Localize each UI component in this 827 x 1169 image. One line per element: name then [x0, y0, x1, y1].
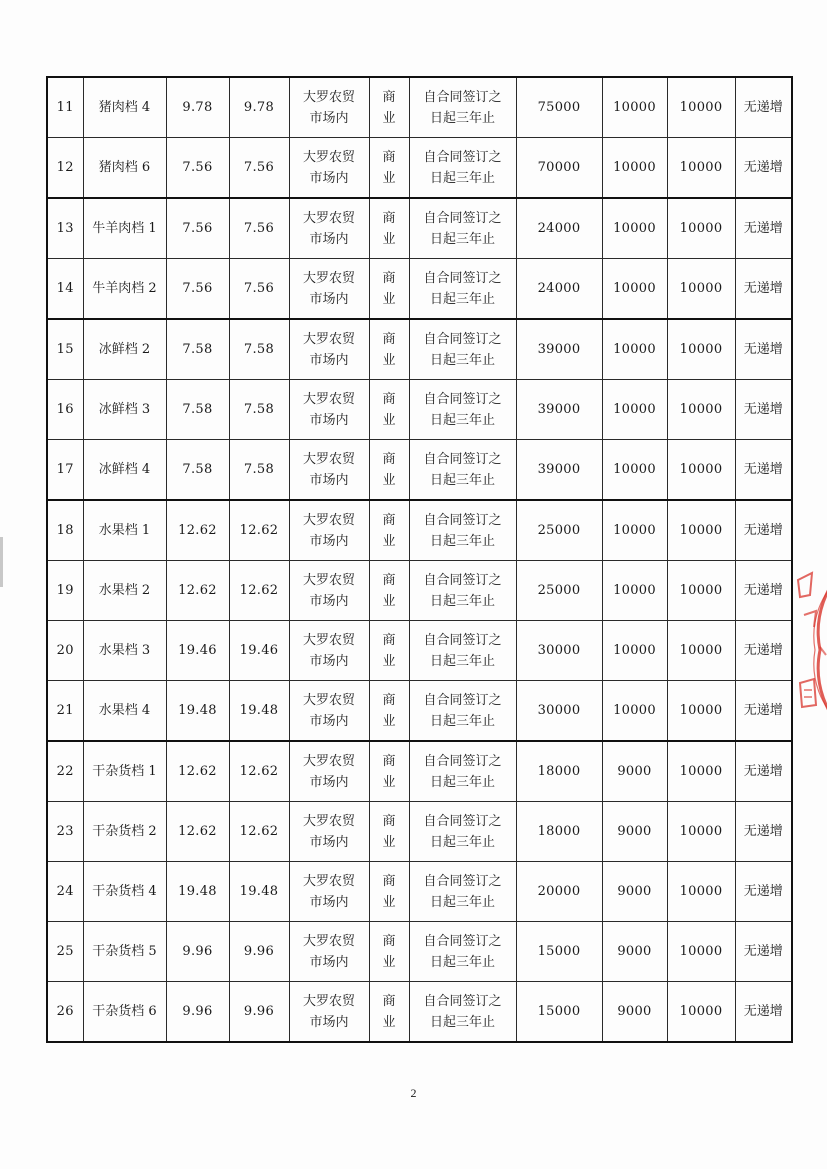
table-row: [47, 922, 792, 982]
lease-term-cell: 自合同签订之 日起三年止: [409, 862, 516, 922]
amount-cell: 10000: [667, 500, 735, 561]
deposit-cell: 9000: [602, 741, 667, 802]
area-cell: 7.56: [166, 259, 229, 320]
area-cell: 7.58: [166, 380, 229, 440]
area-cell: 7.56: [166, 198, 229, 259]
location-cell: 大罗农贸 市场内: [289, 440, 369, 501]
deposit-cell: 10000: [602, 440, 667, 501]
deposit-cell: 10000: [602, 77, 667, 138]
usage-cell: 商 业: [369, 922, 409, 982]
location-cell: 大罗农贸 市场内: [289, 77, 369, 138]
lease-term-cell: 自合同签订之 日起三年止: [409, 922, 516, 982]
deposit-cell: 10000: [602, 380, 667, 440]
deposit-cell: 10000: [602, 198, 667, 259]
stall-name-cell: 干杂货档 4: [83, 862, 166, 922]
increase-cell: 无递增: [735, 500, 792, 561]
amount-cell: 10000: [667, 77, 735, 138]
stall-name-cell: 猪肉档 4: [83, 77, 166, 138]
row-number-cell: 21: [47, 681, 83, 742]
scan-edge-mark: [0, 537, 3, 587]
stall-name-cell: 冰鲜档 3: [83, 380, 166, 440]
deposit-cell: 10000: [602, 561, 667, 621]
area-cell: 19.46: [166, 621, 229, 681]
usage-cell: 商 业: [369, 440, 409, 501]
table-row: [47, 380, 792, 440]
lease-term-cell: 自合同签订之 日起三年止: [409, 681, 516, 742]
amount-cell: 10000: [667, 862, 735, 922]
area-cell: 12.62: [229, 500, 289, 561]
row-number-cell: 11: [47, 77, 83, 138]
usage-cell: 商 业: [369, 862, 409, 922]
usage-cell: 商 业: [369, 198, 409, 259]
amount-cell: 10000: [667, 922, 735, 982]
lease-term-cell: 自合同签订之 日起三年止: [409, 380, 516, 440]
deposit-cell: 10000: [602, 621, 667, 681]
area-cell: 7.56: [229, 259, 289, 320]
area-cell: 9.96: [166, 982, 229, 1043]
area-cell: 12.62: [166, 802, 229, 862]
increase-cell: 无递增: [735, 380, 792, 440]
rent-cell: 25000: [516, 561, 602, 621]
rent-cell: 18000: [516, 741, 602, 802]
amount-cell: 10000: [667, 741, 735, 802]
rent-cell: 70000: [516, 138, 602, 199]
amount-cell: 10000: [667, 319, 735, 380]
row-number-cell: 16: [47, 380, 83, 440]
lease-term-cell: 自合同签订之 日起三年止: [409, 802, 516, 862]
amount-cell: 10000: [667, 259, 735, 320]
lease-term-cell: 自合同签订之 日起三年止: [409, 259, 516, 320]
amount-cell: 10000: [667, 198, 735, 259]
amount-cell: 10000: [667, 621, 735, 681]
area-cell: 19.48: [229, 862, 289, 922]
lease-term-cell: 自合同签订之 日起三年止: [409, 500, 516, 561]
area-cell: 7.58: [229, 380, 289, 440]
rent-cell: 39000: [516, 380, 602, 440]
row-number-cell: 20: [47, 621, 83, 681]
deposit-cell: 9000: [602, 862, 667, 922]
location-cell: 大罗农贸 市场内: [289, 862, 369, 922]
lease-term-cell: 自合同签订之 日起三年止: [409, 982, 516, 1043]
lease-term-cell: 自合同签订之 日起三年止: [409, 621, 516, 681]
table-row: [47, 259, 792, 320]
area-cell: 7.56: [229, 138, 289, 199]
table-row: [47, 319, 792, 380]
table-row: [47, 802, 792, 862]
location-cell: 大罗农贸 市场内: [289, 500, 369, 561]
deposit-cell: 10000: [602, 681, 667, 742]
lease-term-cell: 自合同签订之 日起三年止: [409, 319, 516, 380]
increase-cell: 无递增: [735, 138, 792, 199]
row-number-cell: 15: [47, 319, 83, 380]
increase-cell: 无递增: [735, 681, 792, 742]
table-row: [47, 862, 792, 922]
table-row: [47, 561, 792, 621]
stall-name-cell: 干杂货档 1: [83, 741, 166, 802]
usage-cell: 商 业: [369, 982, 409, 1043]
location-cell: 大罗农贸 市场内: [289, 198, 369, 259]
usage-cell: 商 业: [369, 380, 409, 440]
usage-cell: 商 业: [369, 741, 409, 802]
table-row: [47, 681, 792, 742]
area-cell: 12.62: [166, 561, 229, 621]
area-cell: 7.56: [166, 138, 229, 199]
deposit-cell: 9000: [602, 922, 667, 982]
deposit-cell: 9000: [602, 982, 667, 1043]
increase-cell: 无递增: [735, 77, 792, 138]
usage-cell: 商 业: [369, 77, 409, 138]
lease-term-cell: 自合同签订之 日起三年止: [409, 77, 516, 138]
area-cell: 19.48: [166, 681, 229, 742]
row-number-cell: 18: [47, 500, 83, 561]
row-number-cell: 25: [47, 922, 83, 982]
amount-cell: 10000: [667, 138, 735, 199]
table-row: [47, 982, 792, 1043]
area-cell: 12.62: [166, 500, 229, 561]
amount-cell: 10000: [667, 681, 735, 742]
deposit-cell: 10000: [602, 319, 667, 380]
rent-cell: 15000: [516, 982, 602, 1043]
usage-cell: 商 业: [369, 802, 409, 862]
increase-cell: 无递增: [735, 922, 792, 982]
area-cell: 7.58: [166, 319, 229, 380]
stall-name-cell: 冰鲜档 2: [83, 319, 166, 380]
rent-cell: 30000: [516, 621, 602, 681]
area-cell: 9.96: [229, 922, 289, 982]
area-cell: 19.46: [229, 621, 289, 681]
row-number-cell: 13: [47, 198, 83, 259]
usage-cell: 商 业: [369, 138, 409, 199]
location-cell: 大罗农贸 市场内: [289, 982, 369, 1043]
table-row: [47, 138, 792, 199]
area-cell: 12.62: [229, 561, 289, 621]
increase-cell: 无递增: [735, 982, 792, 1043]
table-row: [47, 77, 792, 138]
area-cell: 12.62: [166, 741, 229, 802]
rent-cell: 39000: [516, 319, 602, 380]
page-number: 2: [410, 1086, 417, 1100]
location-cell: 大罗农贸 市场内: [289, 138, 369, 199]
rent-cell: 24000: [516, 198, 602, 259]
row-number-cell: 19: [47, 561, 83, 621]
location-cell: 大罗农贸 市场内: [289, 621, 369, 681]
table-row: [47, 198, 792, 259]
amount-cell: 10000: [667, 380, 735, 440]
table-row: [47, 500, 792, 561]
stall-name-cell: 干杂货档 5: [83, 922, 166, 982]
row-number-cell: 14: [47, 259, 83, 320]
lease-table-body: [47, 77, 792, 1042]
area-cell: 9.96: [166, 922, 229, 982]
rent-cell: 24000: [516, 259, 602, 320]
location-cell: 大罗农贸 市场内: [289, 561, 369, 621]
stall-name-cell: 牛羊肉档 1: [83, 198, 166, 259]
increase-cell: 无递增: [735, 259, 792, 320]
stall-name-cell: 牛羊肉档 2: [83, 259, 166, 320]
lease-table: [46, 76, 793, 1043]
rent-cell: 25000: [516, 500, 602, 561]
increase-cell: 无递增: [735, 741, 792, 802]
row-number-cell: 17: [47, 440, 83, 501]
lease-term-cell: 自合同签订之 日起三年止: [409, 440, 516, 501]
usage-cell: 商 业: [369, 621, 409, 681]
location-cell: 大罗农贸 市场内: [289, 802, 369, 862]
lease-term-cell: 自合同签订之 日起三年止: [409, 138, 516, 199]
area-cell: 7.56: [229, 198, 289, 259]
rent-cell: 18000: [516, 802, 602, 862]
amount-cell: 10000: [667, 561, 735, 621]
area-cell: 9.78: [166, 77, 229, 138]
increase-cell: 无递增: [735, 440, 792, 501]
area-cell: 19.48: [229, 681, 289, 742]
table-row: [47, 621, 792, 681]
lease-term-cell: 自合同签订之 日起三年止: [409, 198, 516, 259]
increase-cell: 无递增: [735, 198, 792, 259]
row-number-cell: 24: [47, 862, 83, 922]
row-number-cell: 12: [47, 138, 83, 199]
location-cell: 大罗农贸 市场内: [289, 319, 369, 380]
lease-term-cell: 自合同签订之 日起三年止: [409, 741, 516, 802]
stall-name-cell: 干杂货档 6: [83, 982, 166, 1043]
location-cell: 大罗农贸 市场内: [289, 922, 369, 982]
increase-cell: 无递增: [735, 561, 792, 621]
usage-cell: 商 业: [369, 500, 409, 561]
stall-name-cell: 水果档 2: [83, 561, 166, 621]
stall-name-cell: 干杂货档 2: [83, 802, 166, 862]
stall-name-cell: 水果档 4: [83, 681, 166, 742]
table-row: [47, 440, 792, 501]
row-number-cell: 22: [47, 741, 83, 802]
area-cell: 19.48: [166, 862, 229, 922]
red-seal-stamp: [790, 555, 827, 745]
amount-cell: 10000: [667, 802, 735, 862]
area-cell: 9.96: [229, 982, 289, 1043]
usage-cell: 商 业: [369, 319, 409, 380]
lease-term-cell: 自合同签订之 日起三年止: [409, 561, 516, 621]
rent-cell: 20000: [516, 862, 602, 922]
table-row: [47, 741, 792, 802]
area-cell: 12.62: [229, 802, 289, 862]
location-cell: 大罗农贸 市场内: [289, 681, 369, 742]
stall-name-cell: 水果档 3: [83, 621, 166, 681]
usage-cell: 商 业: [369, 561, 409, 621]
area-cell: 7.58: [229, 319, 289, 380]
deposit-cell: 10000: [602, 259, 667, 320]
rent-cell: 15000: [516, 922, 602, 982]
row-number-cell: 26: [47, 982, 83, 1043]
rent-cell: 30000: [516, 681, 602, 742]
stall-name-cell: 猪肉档 6: [83, 138, 166, 199]
increase-cell: 无递增: [735, 802, 792, 862]
deposit-cell: 9000: [602, 802, 667, 862]
location-cell: 大罗农贸 市场内: [289, 741, 369, 802]
row-number-cell: 23: [47, 802, 83, 862]
rent-cell: 39000: [516, 440, 602, 501]
amount-cell: 10000: [667, 982, 735, 1043]
area-cell: 9.78: [229, 77, 289, 138]
area-cell: 12.62: [229, 741, 289, 802]
increase-cell: 无递增: [735, 862, 792, 922]
rent-cell: 75000: [516, 77, 602, 138]
area-cell: 7.58: [166, 440, 229, 501]
usage-cell: 商 业: [369, 681, 409, 742]
usage-cell: 商 业: [369, 259, 409, 320]
deposit-cell: 10000: [602, 500, 667, 561]
increase-cell: 无递增: [735, 319, 792, 380]
deposit-cell: 10000: [602, 138, 667, 199]
location-cell: 大罗农贸 市场内: [289, 259, 369, 320]
stall-name-cell: 水果档 1: [83, 500, 166, 561]
area-cell: 7.58: [229, 440, 289, 501]
location-cell: 大罗农贸 市场内: [289, 380, 369, 440]
stall-name-cell: 冰鲜档 4: [83, 440, 166, 501]
increase-cell: 无递增: [735, 621, 792, 681]
amount-cell: 10000: [667, 440, 735, 501]
